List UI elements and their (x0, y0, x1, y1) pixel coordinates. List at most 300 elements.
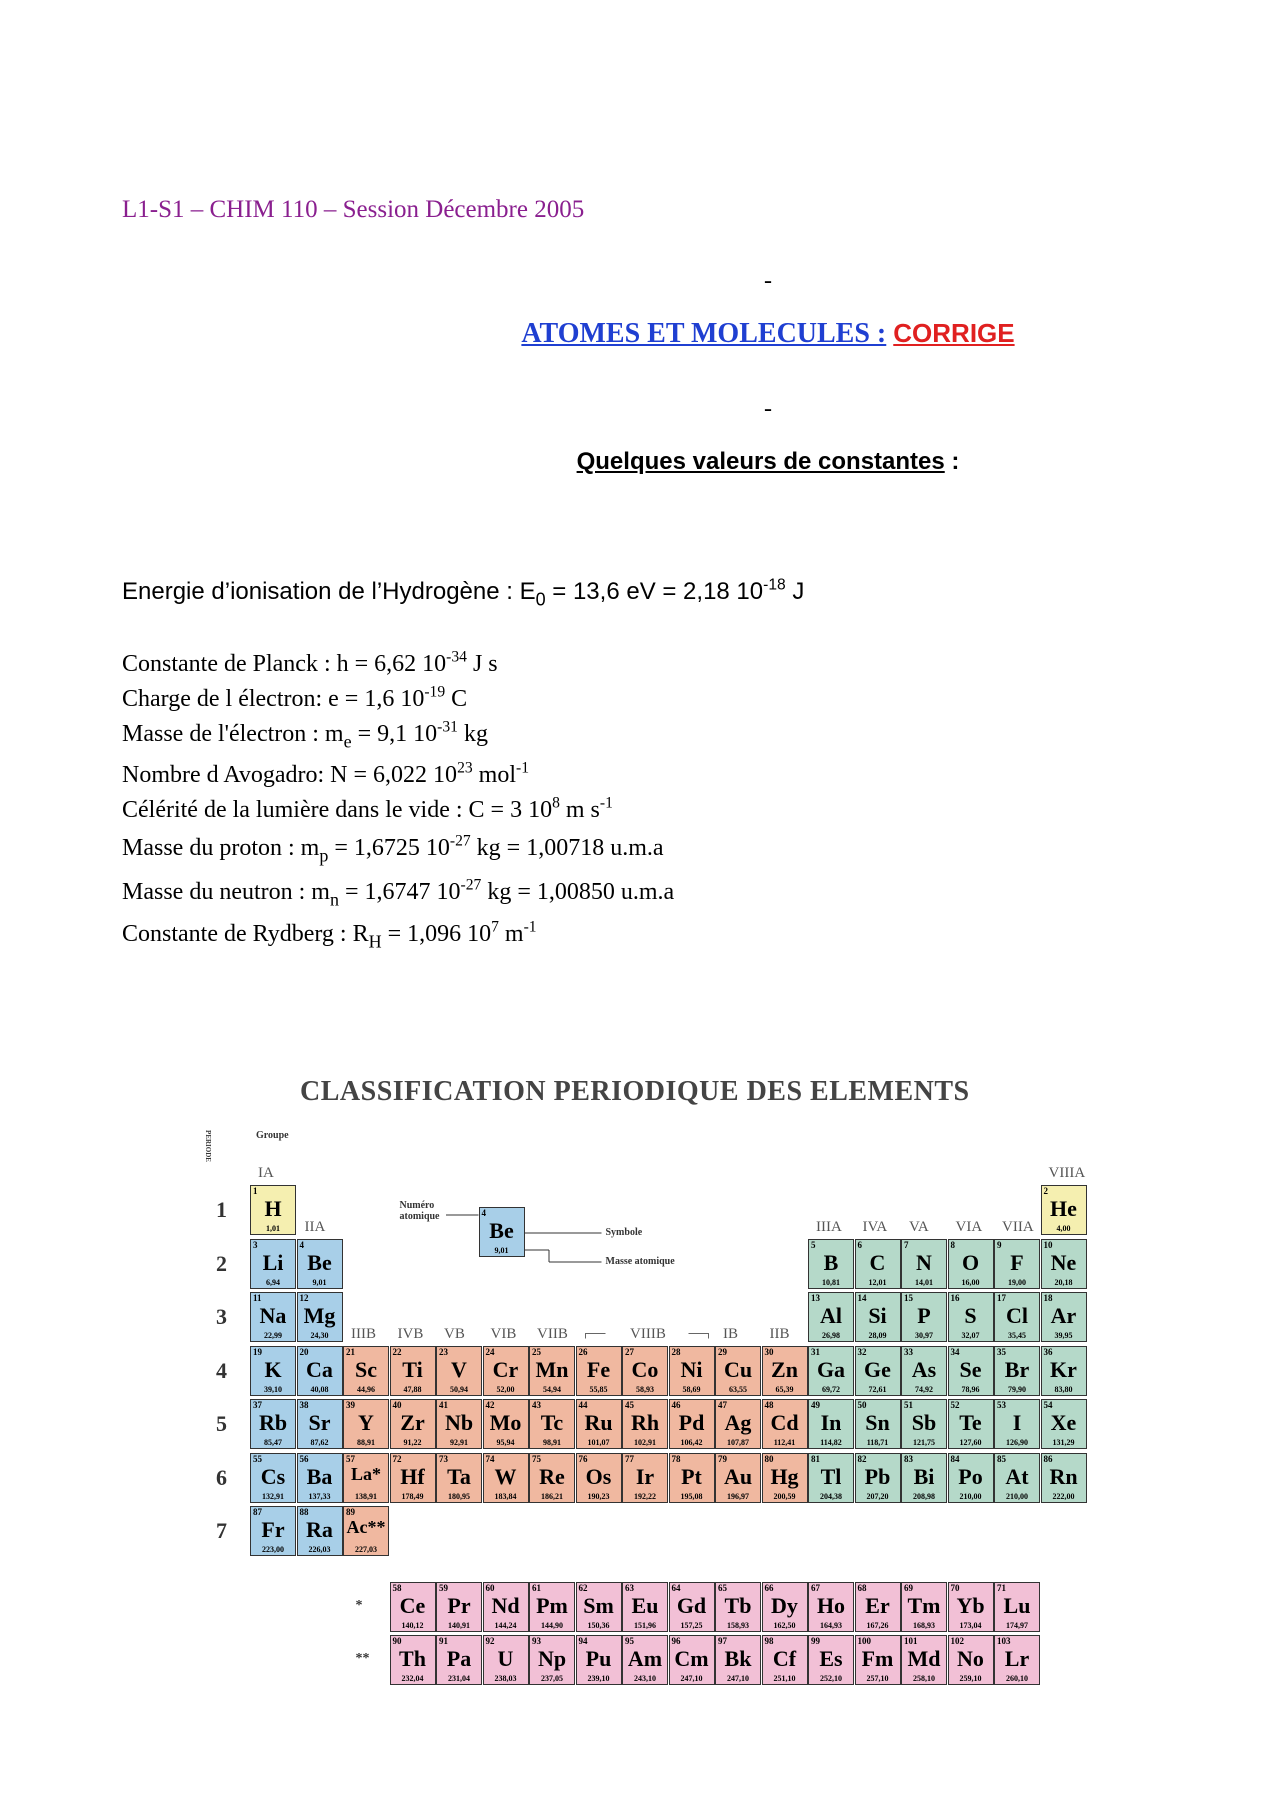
element-symbol: Po (958, 1463, 983, 1489)
atomic-mass: 210,00 (1006, 1491, 1028, 1501)
series-mark: * (355, 1597, 363, 1613)
atomic-mass: 44,96 (357, 1384, 375, 1394)
atomic-number: 12 (299, 1293, 309, 1303)
element-cell (436, 1635, 482, 1685)
atomic-number: 10 (1043, 1239, 1053, 1250)
element-symbol: Es (819, 1646, 843, 1671)
element-symbol: Eu (631, 1592, 659, 1618)
atomic-mass: 40,08 (310, 1384, 329, 1394)
atomic-number: 5 (811, 1239, 816, 1250)
atomic-number: 7 (904, 1239, 909, 1250)
atomic-mass: 91,22 (403, 1438, 422, 1447)
element-symbol: Np (537, 1646, 567, 1671)
element-cell (250, 1292, 296, 1342)
atomic-mass: 79,90 (1008, 1384, 1026, 1394)
atomic-number: 6 (857, 1239, 862, 1250)
element-cell (250, 1506, 296, 1556)
atomic-mass: 39,95 (1054, 1331, 1073, 1340)
atomic-mass: 227,03 (355, 1545, 377, 1554)
element-symbol: Co (631, 1356, 659, 1382)
atomic-mass: 112,41 (773, 1438, 796, 1447)
element-cell (483, 1346, 529, 1396)
element-cell (948, 1635, 994, 1685)
element-symbol: Bk (724, 1646, 752, 1671)
element-symbol: Cm (674, 1646, 709, 1671)
atomic-mass: 126,90 (1006, 1438, 1028, 1447)
element-symbol: Mn (535, 1356, 569, 1382)
atomic-mass: 140,91 (448, 1620, 470, 1630)
atomic-mass: 222,00 (1052, 1491, 1075, 1501)
element-cell (297, 1292, 343, 1342)
atomic-mass: 257,10 (866, 1674, 889, 1683)
element-cell (948, 1239, 994, 1289)
element-symbol: Am (627, 1646, 663, 1671)
element-cell (1041, 1399, 1087, 1449)
period-number: 4 (216, 1357, 227, 1383)
element-cell (436, 1346, 482, 1396)
element-symbol: Nb (444, 1410, 474, 1435)
element-cell (390, 1399, 436, 1449)
atomic-mass: 196,97 (727, 1491, 749, 1501)
atomic-mass: 58,69 (682, 1384, 701, 1394)
atomic-mass: 226,03 (308, 1545, 331, 1554)
element-symbol: Sr (308, 1410, 331, 1435)
atomic-number: 18 (1043, 1293, 1053, 1303)
element-cell (715, 1582, 761, 1632)
element-symbol: In (820, 1410, 842, 1435)
element-cell (436, 1399, 482, 1449)
atomic-mass: 258,10 (913, 1674, 935, 1683)
element-cell (483, 1453, 529, 1503)
atomic-number: 42 (485, 1400, 495, 1410)
element-symbol: Li (262, 1249, 284, 1275)
atomic-mass: 144,24 (494, 1620, 517, 1630)
element-cell (250, 1453, 296, 1503)
atomic-mass: 114,82 (820, 1438, 842, 1447)
title-corrige: CORRIGE (893, 318, 1015, 348)
element-cell (808, 1346, 854, 1396)
element-cell (622, 1582, 668, 1632)
atomic-mass: 178,49 (401, 1491, 424, 1501)
atomic-number: 100 (857, 1636, 871, 1646)
constant-planck: Constante de Planck : h = 6,62 $10^{-34}$ J s (122, 648, 498, 677)
element-cell (250, 1346, 296, 1396)
element-cell (855, 1292, 901, 1342)
groupe-label: Groupe (256, 1130, 289, 1141)
atomic-number: 31 (811, 1346, 820, 1357)
atomic-mass: 162,50 (773, 1620, 796, 1630)
atomic-mass: 101,07 (587, 1438, 610, 1447)
element-symbol: F (1010, 1249, 1024, 1275)
element-cell (436, 1582, 482, 1632)
group-label: IA (258, 1165, 274, 1181)
element-symbol: Ra (306, 1517, 333, 1542)
atomic-mass: 208,98 (913, 1491, 935, 1501)
atomic-mass: 231,04 (448, 1674, 470, 1683)
atomic-number: 77 (625, 1453, 634, 1464)
atomic-mass: 186,21 (541, 1491, 563, 1501)
atomic-number: 72 (392, 1453, 402, 1464)
atomic-number: 40 (392, 1400, 402, 1410)
legend-cell (479, 1207, 525, 1257)
element-symbol: Al (820, 1303, 842, 1328)
constant-avogadro: Nombre d Avogadro: N = 6,022 $10^{23}$ mol$^{-1}$ (122, 759, 529, 788)
atomic-mass: 150,36 (587, 1620, 610, 1630)
element-cell (762, 1635, 808, 1685)
atomic-number: 25 (532, 1346, 541, 1357)
atomic-mass: 260,10 (1006, 1674, 1028, 1683)
element-symbol: Lu (1003, 1592, 1031, 1618)
element-symbol: V (451, 1356, 467, 1382)
atomic-number: 59 (439, 1582, 448, 1593)
atomic-number: 26 (578, 1346, 588, 1357)
element-cell (808, 1453, 854, 1503)
atomic-number: 43 (532, 1400, 541, 1410)
atomic-number: 68 (857, 1582, 867, 1593)
atomic-mass: 35,45 (1008, 1331, 1026, 1340)
atomic-mass: 168,93 (913, 1620, 935, 1630)
atomic-number: 56 (299, 1453, 309, 1464)
atomic-number: 81 (811, 1453, 820, 1464)
atomic-mass: 19,00 (1008, 1277, 1026, 1287)
constant-rydberg: Constante de Rydberg : $R_H = 1,096$ $10^7$ $m^{-1}$ (122, 918, 537, 952)
atomic-number: 74 (485, 1453, 495, 1464)
separator-dash: - (764, 396, 772, 422)
atomic-mass: 247,10 (680, 1674, 703, 1683)
element-symbol: Cf (772, 1646, 797, 1671)
element-cell (994, 1292, 1040, 1342)
legend-masse: Masse atomique (605, 1256, 675, 1267)
element-cell (483, 1399, 529, 1449)
element-symbol: Nd (491, 1592, 520, 1618)
atomic-mass: 85,47 (264, 1438, 282, 1447)
element-cell (297, 1346, 343, 1396)
element-symbol: Ti (402, 1356, 423, 1382)
element-cell (1041, 1239, 1087, 1289)
element-cell (855, 1582, 901, 1632)
atomic-mass: 78,96 (961, 1384, 980, 1394)
element-cell (855, 1239, 901, 1289)
atomic-number: 14 (857, 1293, 867, 1303)
atomic-number: 4 (299, 1239, 304, 1250)
atomic-number: 49 (811, 1400, 820, 1410)
atomic-number: 93 (532, 1636, 541, 1646)
atomic-number: 73 (439, 1453, 448, 1464)
subtitle-text: Quelques valeurs de constantes (576, 448, 945, 475)
element-cell (250, 1239, 296, 1289)
atomic-mass: 190,23 (587, 1491, 610, 1501)
atomic-mass: 127,60 (959, 1438, 982, 1447)
atomic-number: 27 (625, 1346, 634, 1357)
group-label: VIA (955, 1218, 983, 1235)
element-symbol: O (961, 1249, 980, 1275)
atomic-number: 11 (253, 1293, 262, 1303)
element-cell (994, 1453, 1040, 1503)
atomic-mass: 47,88 (403, 1384, 422, 1394)
element-symbol: He (1050, 1196, 1077, 1221)
group-label: VIIA (1002, 1218, 1034, 1235)
legend-mass: 9,01 (494, 1246, 509, 1255)
period-number: 7 (216, 1518, 227, 1543)
atomic-number: 87 (253, 1507, 262, 1517)
atomic-mass: 83,80 (1054, 1384, 1073, 1394)
element-cell (1041, 1185, 1087, 1235)
atomic-mass: 140,12 (401, 1620, 424, 1630)
element-cell (855, 1453, 901, 1503)
element-cell (1041, 1346, 1087, 1396)
element-symbol: Md (907, 1646, 941, 1671)
atomic-number: 66 (764, 1582, 774, 1593)
atomic-mass: 1,01 (266, 1224, 280, 1233)
atomic-mass: 137,33 (308, 1491, 331, 1501)
element-symbol: Fe (586, 1356, 611, 1382)
element-cell (994, 1582, 1040, 1632)
element-cell (576, 1399, 622, 1449)
period-number: 5 (216, 1411, 227, 1436)
element-symbol: Kr (1050, 1356, 1077, 1382)
atomic-number: 57 (346, 1453, 355, 1464)
periode-label: PERIODE (203, 1130, 212, 1162)
atomic-mass: 88,91 (357, 1438, 375, 1447)
constant-charge: Charge de l électron: e = 1,6 $10^{-19}$ C (122, 683, 468, 712)
page-title (128, 318, 1280, 350)
element-cell (622, 1399, 668, 1449)
atomic-mass: 55,85 (589, 1384, 608, 1394)
element-cell (343, 1346, 389, 1396)
element-symbol: Hg (770, 1463, 799, 1489)
element-symbol: Dy (771, 1592, 798, 1618)
element-cell (994, 1399, 1040, 1449)
ionisation-energy: Energie d’ionisation de l’Hydrogène : $E_0 = 13,6$ eV = 2,18 $10^{-18}$ J (122, 576, 805, 610)
atomic-number: 15 (904, 1293, 913, 1303)
atomic-mass: 252,10 (820, 1674, 842, 1683)
atomic-number: 34 (950, 1346, 960, 1357)
element-cell (715, 1346, 761, 1396)
atomic-mass: 95,94 (496, 1438, 515, 1447)
atomic-mass: 164,93 (820, 1620, 842, 1630)
atomic-mass: 144,90 (541, 1620, 563, 1630)
element-cell (762, 1582, 808, 1632)
element-cell (622, 1453, 668, 1503)
element-symbol: C (869, 1249, 886, 1275)
atomic-mass: 9,01 (312, 1277, 327, 1287)
element-symbol: Ne (1050, 1249, 1077, 1275)
atomic-mass: 10,81 (822, 1277, 840, 1287)
element-cell (948, 1292, 994, 1342)
element-symbol: Re (539, 1463, 565, 1489)
group-label: VIB (490, 1325, 517, 1342)
atomic-number: 23 (439, 1346, 448, 1357)
element-cell (948, 1346, 994, 1396)
atomic-number: 63 (625, 1582, 634, 1593)
atomic-number: 82 (857, 1453, 867, 1464)
element-cell (390, 1582, 436, 1632)
atomic-mass: 251,10 (773, 1674, 796, 1683)
element-cell (669, 1582, 715, 1632)
element-symbol: Ir (635, 1463, 655, 1489)
element-cell (250, 1399, 296, 1449)
atomic-mass: 167,26 (866, 1620, 889, 1630)
atomic-number: 37 (253, 1400, 262, 1410)
element-cell (622, 1635, 668, 1685)
element-symbol: Br (1004, 1356, 1030, 1382)
atomic-number: 61 (532, 1582, 541, 1593)
atomic-number: 95 (625, 1636, 634, 1646)
atomic-number: 30 (764, 1346, 774, 1357)
element-symbol: Th (399, 1646, 426, 1671)
atomic-number: 80 (764, 1453, 774, 1464)
element-cell (901, 1582, 947, 1632)
atomic-mass: 6,94 (266, 1277, 280, 1287)
atomic-mass: 132,91 (262, 1491, 284, 1501)
atomic-number: 48 (764, 1400, 774, 1410)
element-cell (948, 1453, 994, 1503)
atomic-mass: 239,10 (587, 1674, 610, 1683)
element-cell (855, 1635, 901, 1685)
atomic-number: 102 (950, 1636, 964, 1646)
atomic-number: 90 (392, 1636, 402, 1646)
element-symbol: Ca (306, 1356, 333, 1382)
atomic-mass: 180,95 (448, 1491, 470, 1501)
element-cell (669, 1635, 715, 1685)
element-symbol: Bi (913, 1463, 935, 1489)
atomic-number: 64 (671, 1582, 681, 1593)
atomic-mass: 118,71 (866, 1438, 889, 1447)
period-number: 3 (216, 1304, 227, 1329)
element-symbol: Ru (584, 1410, 613, 1435)
element-cell (762, 1399, 808, 1449)
periodic-table (203, 1070, 1110, 1690)
atomic-mass: 259,10 (959, 1674, 982, 1683)
element-symbol: Ac** (346, 1517, 386, 1537)
atomic-mass: 238,03 (494, 1674, 517, 1683)
atomic-number: 89 (346, 1507, 355, 1517)
element-symbol: As (911, 1356, 937, 1382)
element-symbol: Sn (865, 1410, 890, 1435)
atomic-number: 17 (997, 1293, 1006, 1303)
element-symbol: Pu (585, 1646, 612, 1671)
atomic-mass: 207,20 (866, 1491, 889, 1501)
atomic-mass: 157,25 (680, 1620, 703, 1630)
element-symbol: Ho (816, 1592, 846, 1618)
element-symbol: I (1012, 1410, 1022, 1435)
atomic-number: 85 (997, 1453, 1006, 1464)
element-symbol: Sm (583, 1592, 614, 1618)
group-label: VIIB (537, 1325, 568, 1342)
atomic-mass: 63,55 (729, 1384, 747, 1394)
atomic-number: 97 (718, 1636, 727, 1646)
element-symbol: Pb (864, 1463, 891, 1489)
element-cell (297, 1399, 343, 1449)
element-symbol: Cl (1006, 1303, 1028, 1328)
atomic-mass: 183,84 (494, 1491, 517, 1501)
group-label: VA (909, 1218, 929, 1235)
element-cell (994, 1239, 1040, 1289)
element-cell (901, 1399, 947, 1449)
element-cell (901, 1635, 947, 1685)
element-cell (529, 1399, 575, 1449)
element-cell (762, 1453, 808, 1503)
element-symbol: Zr (400, 1410, 425, 1435)
atomic-mass: 223,00 (262, 1545, 284, 1554)
element-cell (622, 1346, 668, 1396)
group-label: IVB (397, 1325, 424, 1342)
element-cell (994, 1346, 1040, 1396)
element-symbol: Cs (260, 1463, 286, 1489)
element-symbol: Yb (956, 1592, 985, 1618)
group-label: IIA (304, 1218, 326, 1235)
atomic-number: 41 (439, 1400, 448, 1410)
atomic-number: 1 (253, 1186, 258, 1196)
element-cell (250, 1185, 296, 1235)
element-symbol: Sb (911, 1410, 937, 1435)
atomic-number: 33 (904, 1346, 913, 1357)
element-symbol: Pm (536, 1592, 568, 1618)
element-cell (808, 1635, 854, 1685)
element-cell (343, 1399, 389, 1449)
document-header: L1-S1 – CHIM 110 – Session Décembre 2005 (122, 196, 585, 223)
atomic-mass: 12,01 (868, 1277, 887, 1287)
element-symbol: Tm (907, 1592, 941, 1618)
element-symbol: Tc (540, 1410, 564, 1435)
atomic-number: 71 (997, 1582, 1006, 1593)
element-symbol: No (957, 1646, 984, 1671)
atomic-number: 65 (718, 1582, 727, 1593)
element-cell (529, 1453, 575, 1503)
atomic-mass: 232,04 (401, 1674, 424, 1683)
element-symbol: Se (959, 1356, 982, 1382)
atomic-number: 22 (392, 1346, 402, 1357)
atomic-number: 91 (439, 1636, 448, 1646)
atomic-mass: 54,94 (543, 1384, 561, 1394)
atomic-number: 24 (485, 1346, 495, 1357)
atomic-mass: 69,72 (822, 1384, 840, 1394)
element-cell (669, 1346, 715, 1396)
atomic-mass: 237,05 (541, 1674, 563, 1683)
element-symbol: Ar (1050, 1303, 1077, 1328)
legend-numero: Numéro atomique (399, 1200, 440, 1222)
atomic-mass: 106,42 (680, 1438, 703, 1447)
element-symbol: N (916, 1249, 932, 1275)
series-mark: ** (355, 1651, 370, 1666)
element-cell (901, 1453, 947, 1503)
atomic-number: 83 (904, 1453, 913, 1464)
atomic-number: 51 (904, 1400, 913, 1410)
element-symbol: Au (723, 1463, 753, 1489)
atomic-number: 9 (997, 1239, 1002, 1250)
element-cell (1041, 1453, 1087, 1503)
element-symbol: Pr (447, 1592, 471, 1618)
element-cell (529, 1635, 575, 1685)
element-cell (715, 1399, 761, 1449)
element-symbol: B (823, 1249, 839, 1275)
element-symbol: H (264, 1196, 282, 1221)
element-cell (529, 1346, 575, 1396)
atomic-mass: 30,97 (915, 1331, 933, 1340)
atomic-mass: 210,00 (959, 1491, 982, 1501)
atomic-number: 67 (811, 1582, 820, 1593)
element-cell (1041, 1292, 1087, 1342)
atomic-number: 2 (1043, 1186, 1048, 1196)
element-symbol: Rh (630, 1410, 660, 1435)
atomic-mass: 28,09 (868, 1331, 887, 1340)
group-label: IIB (769, 1325, 790, 1342)
atomic-mass: 65,39 (775, 1384, 794, 1394)
element-symbol: Si (868, 1303, 887, 1328)
constant-electron-mass: Masse de l'électron : $m_e = 9,1$ $10^{-31}$ kg (122, 718, 488, 752)
atomic-mass: 72,61 (868, 1384, 887, 1394)
element-cell (901, 1239, 947, 1289)
